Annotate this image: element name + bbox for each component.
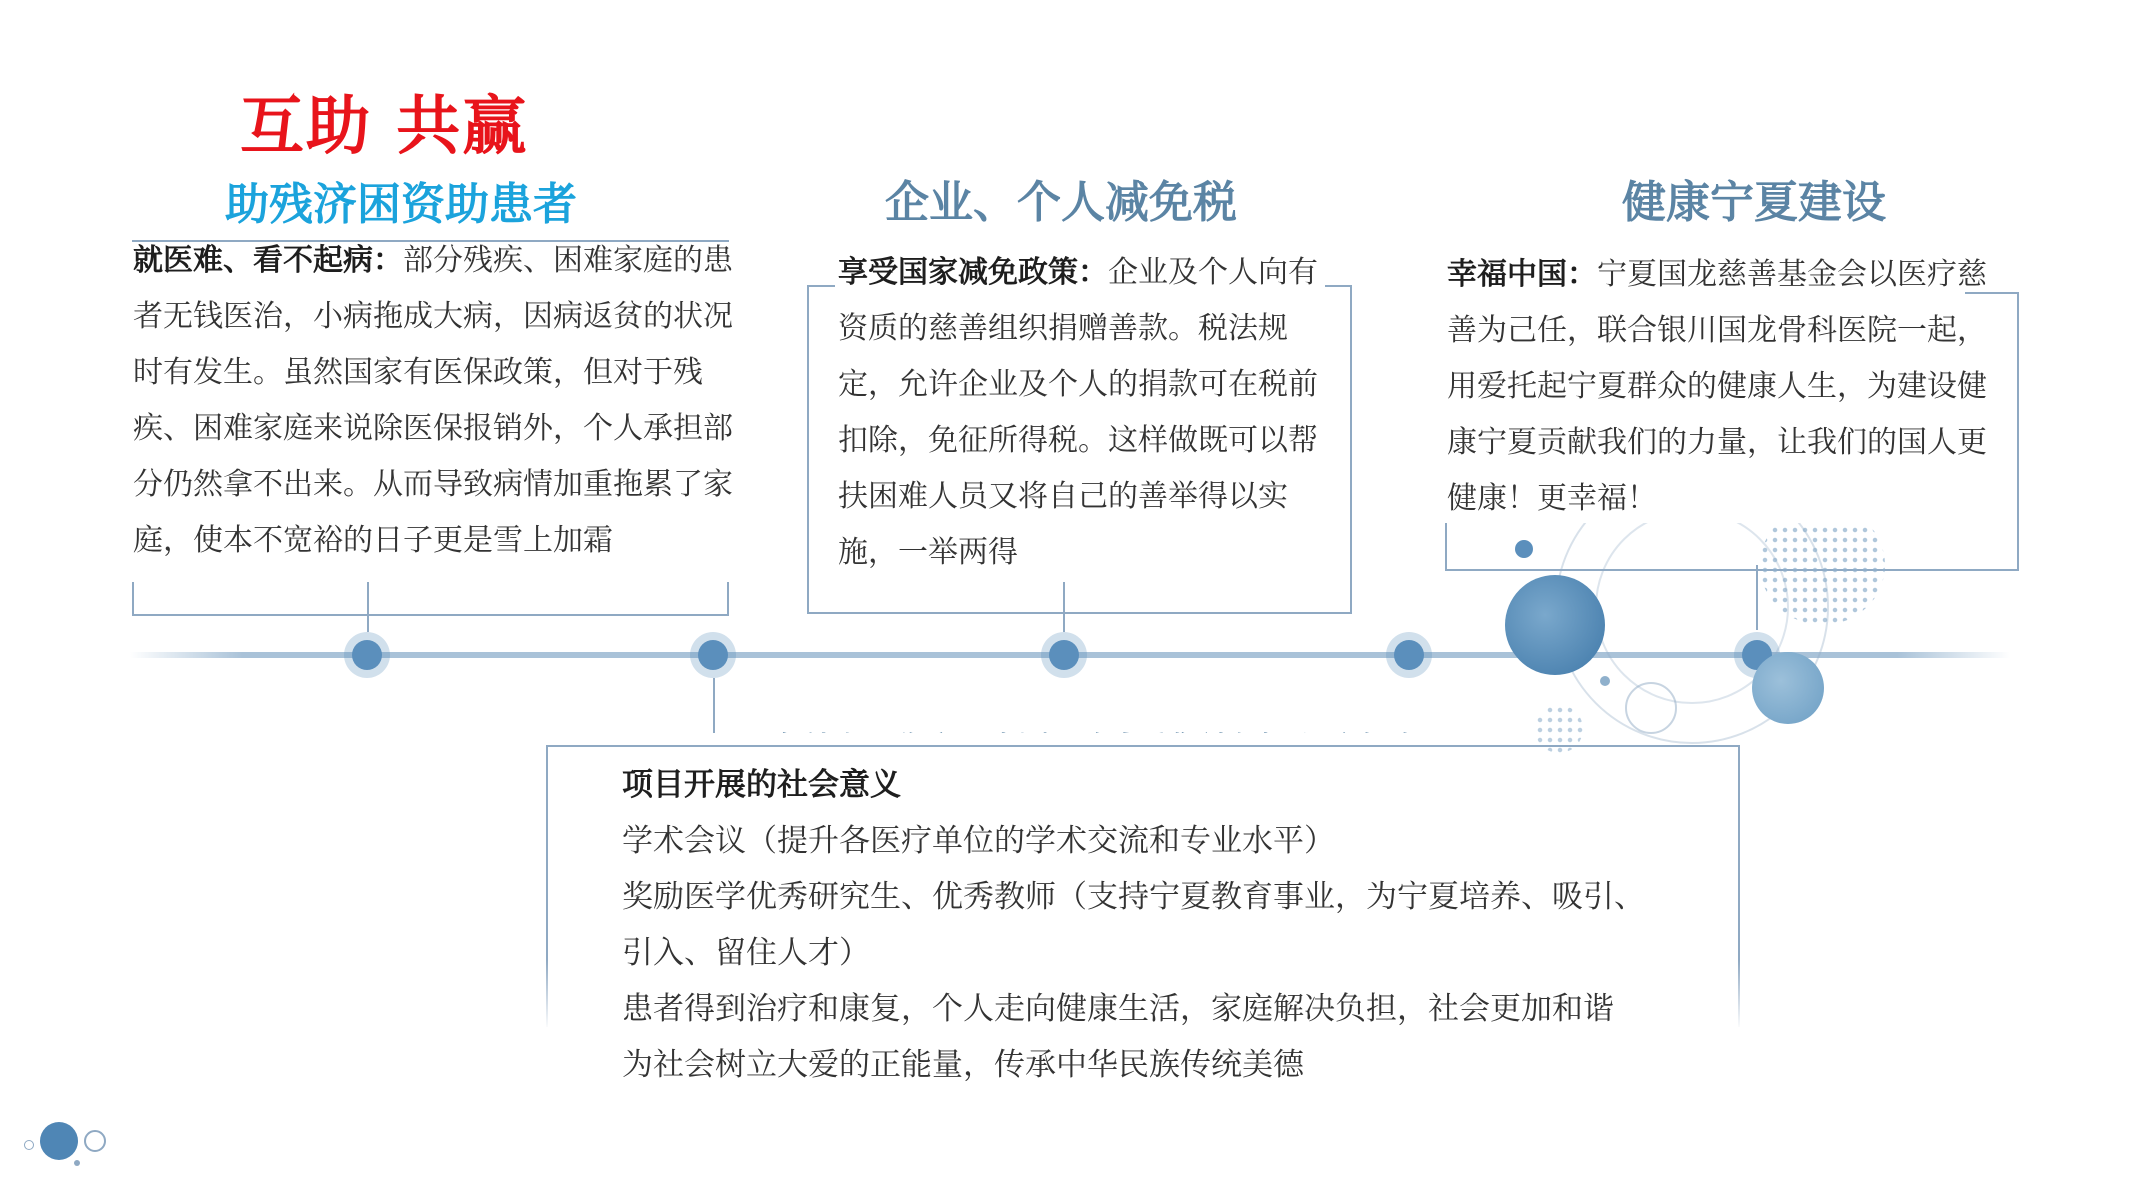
health-text bbox=[1447, 247, 2002, 527]
decor-ring-icon bbox=[1625, 682, 1677, 734]
project-line: 引入、留住人才） bbox=[622, 935, 870, 971]
charity-lead: 就医难、看不起病： bbox=[133, 243, 403, 278]
project-text bbox=[622, 757, 1702, 1093]
decor-bubble-icon bbox=[84, 1130, 106, 1152]
page-title: 互助 共赢 bbox=[240, 90, 529, 164]
decor-bubble-icon bbox=[74, 1160, 80, 1166]
timeline-node bbox=[1049, 640, 1079, 670]
decor-circle-large-icon bbox=[1505, 575, 1605, 675]
charity-text bbox=[133, 233, 733, 569]
decor-dot-icon bbox=[1515, 540, 1533, 558]
timeline-node bbox=[352, 640, 382, 670]
project-line: 奖励医学优秀研究生、优秀教师（支持宁夏教育事业，为宁夏培养、吸引、 bbox=[622, 879, 1645, 915]
decor-bubble-icon bbox=[24, 1140, 34, 1150]
timeline-tick bbox=[367, 582, 369, 632]
health-body: 宁夏国龙慈善基金会以医疗慈善为己任，联合银川国龙骨科医院一起，用爱托起宁夏群众的健康人生，为建设健康宁夏贡献我们的力量，让我们的国人更健康！更幸福！ bbox=[1447, 257, 1987, 516]
project-line: 患者得到治疗和康复，个人走向健康生活，家庭解决负担，社会更加和谐 bbox=[622, 991, 1614, 1027]
text-backdrop bbox=[760, 680, 1480, 732]
timeline-node bbox=[1394, 640, 1424, 670]
health-lead: 幸福中国： bbox=[1447, 257, 1597, 292]
section-heading-tax: 企业、个人减免税 bbox=[885, 177, 1237, 228]
box-fade-right bbox=[1729, 960, 1743, 1030]
decor-dot-icon bbox=[1600, 676, 1610, 686]
timeline-tick bbox=[713, 678, 715, 733]
decor-bubble-icon bbox=[40, 1122, 78, 1160]
project-line: 学术会议（提升各医疗单位的学术交流和专业水平） bbox=[622, 823, 1335, 859]
tax-text bbox=[838, 245, 1318, 581]
section-heading-charity: 助残济困资助患者 bbox=[225, 179, 577, 230]
project-lead: 项目开展的社会意义 bbox=[622, 767, 901, 803]
box-fade-left bbox=[540, 960, 554, 1030]
timeline-node bbox=[698, 640, 728, 670]
tax-body: 企业及个人向有资质的慈善组织捐赠善款。税法规定，允许企业及个人的捐款可在税前扣除，免征所得税。这样做既可以帮扶困难人员又将自己的善举得以实施，一举两得 bbox=[838, 255, 1318, 570]
timeline-tick bbox=[1063, 582, 1065, 632]
decor-dots-icon bbox=[1535, 705, 1583, 753]
project-line: 为社会树立大爱的正能量，传承中华民族传统美德 bbox=[622, 1047, 1304, 1083]
tax-lead: 享受国家减免政策： bbox=[838, 255, 1108, 290]
section-heading-health: 健康宁夏建设 bbox=[1622, 177, 1886, 228]
charity-body: 部分残疾、困难家庭的患者无钱医治，小病拖成大病，因病返贫的状况时有发生。虽然国家有医保政策，但对于残疾、困难家庭来说除医保报销外，个人承担部分仍然拿不出来。从而导致病情加重拖累了家庭，使本不宽裕的日子更是雪上加霜 bbox=[133, 243, 733, 558]
decor-circle-medium-icon bbox=[1752, 652, 1824, 724]
